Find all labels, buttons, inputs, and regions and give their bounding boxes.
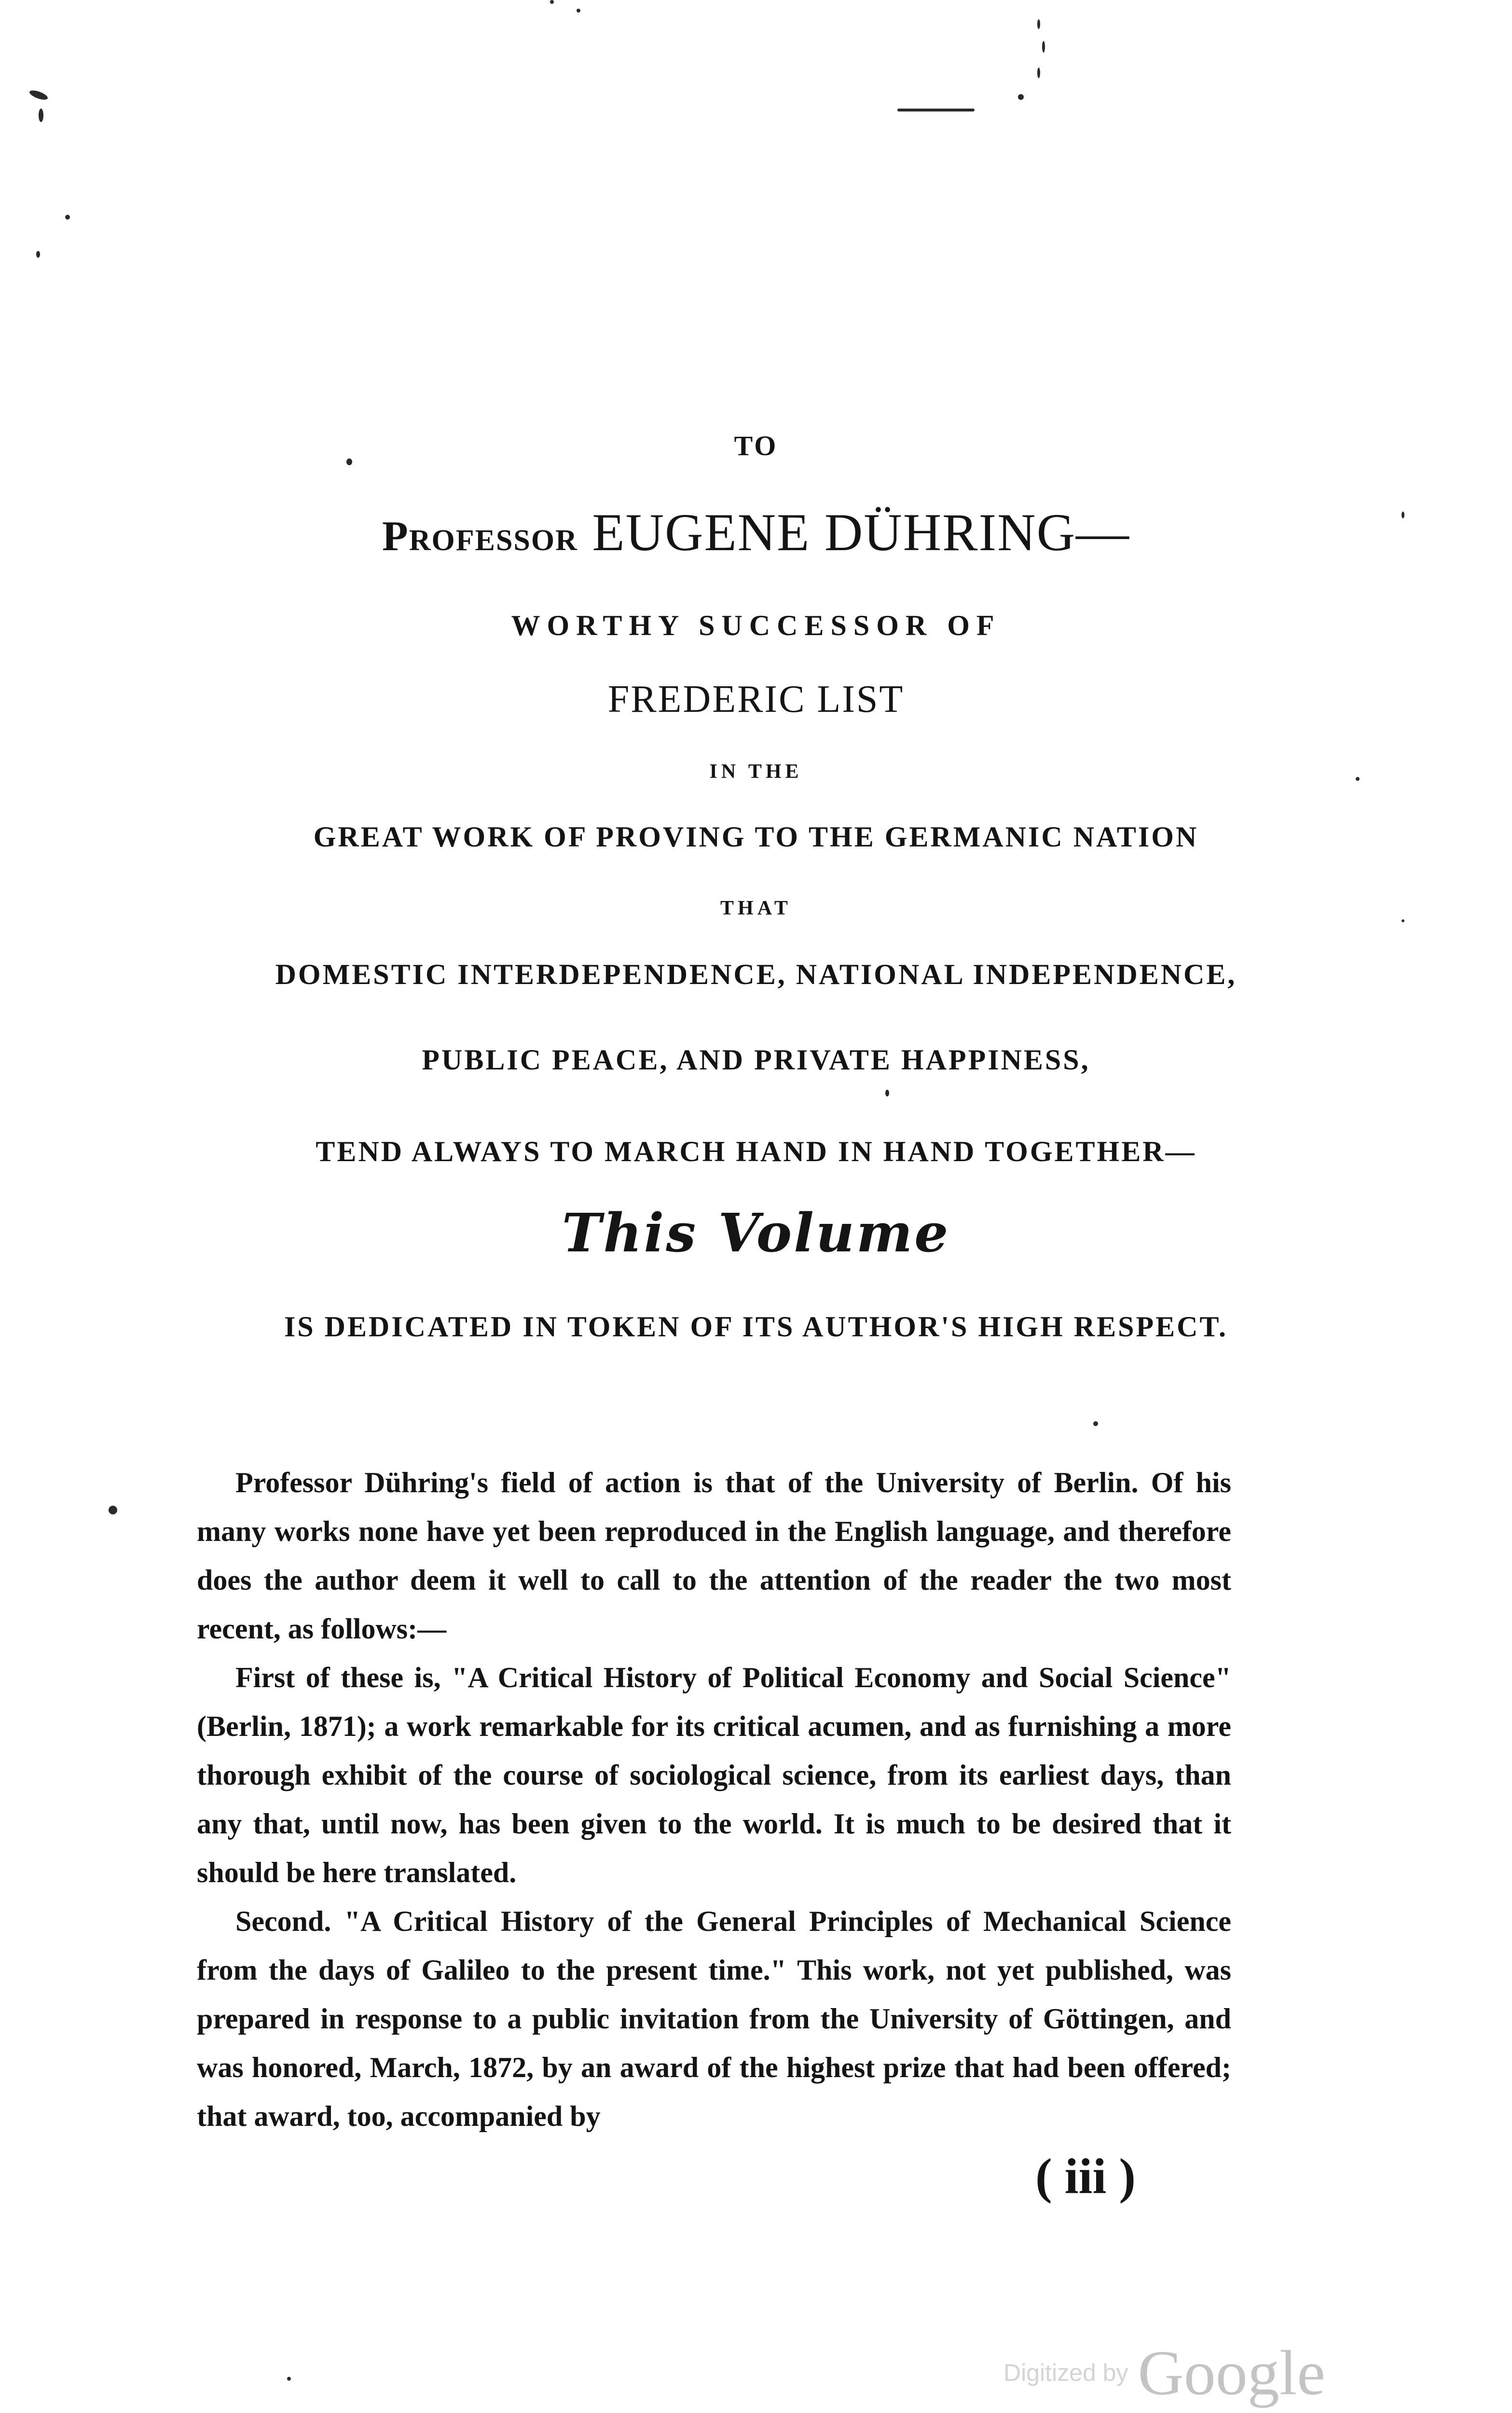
scan-speck — [39, 109, 43, 122]
scan-speck — [1402, 512, 1404, 518]
dedication-this-volume: This Volume — [562, 1202, 950, 1264]
scan-speck — [109, 1506, 117, 1514]
body-text — [197, 1458, 1231, 2141]
dedication-tend: TEND ALWAYS TO MARCH HAND IN HAND TOGETHER— — [316, 1136, 1196, 1167]
digitized-watermark — [1003, 2336, 1325, 2413]
scan-speck — [550, 0, 554, 4]
watermark-digitized-by: Digitized by — [1003, 2359, 1128, 2386]
body-paragraph: First of these is, "A Critical History of Political Economy and Social Science" (Berlin, 1871); a work remarkable for its critical acumen, and as furnishing a more thorough exhibit of the course of sociological science, from its earliest days, than any that, until now, has been given to the world. It is much to be desired that it should be here translated. — [197, 1662, 1231, 1888]
dedication-domestic: DOMESTIC INTERDEPENDENCE, NATIONAL INDEPENDENCE, — [275, 958, 1237, 990]
dedication-great-work: GREAT WORK OF PROVING TO THE GERMANIC NATION — [313, 821, 1199, 853]
scan-speck — [1356, 777, 1360, 781]
dedication-professor-line — [0, 502, 1512, 563]
scan-speck — [1037, 68, 1040, 78]
scan-speck — [65, 215, 70, 220]
watermark-google-logo: Google — [1138, 2337, 1326, 2408]
dedication-public: PUBLIC PEACE, AND PRIVATE HAPPINESS, — [422, 1044, 1090, 1076]
scan-speck — [1402, 919, 1404, 922]
page-number: ( iii ) — [1035, 2149, 1136, 2204]
professor-name: EUGENE DÜHRING— — [592, 503, 1130, 562]
scan-speck — [346, 458, 352, 465]
body-paragraph: Professor Dühring's field of action is that of the University of Berlin. Of his many works none have yet been reproduced in the English language, and therefore does the author deem it well to call to the attention of the reader the two most recent, as follows:— — [197, 1467, 1231, 1645]
scan-speck — [1037, 19, 1040, 29]
scan-speck — [897, 109, 975, 111]
dedication-to: TO — [734, 430, 778, 461]
scan-speck — [1018, 94, 1024, 100]
scan-speck — [885, 1090, 889, 1096]
professor-title: Professor — [382, 513, 578, 560]
scan-speck — [1042, 41, 1045, 53]
scan-speck — [28, 89, 49, 102]
scan-speck — [577, 9, 580, 13]
dedication-dedicated: IS DEDICATED IN TOKEN OF ITS AUTHOR'S HIGH RESPECT. — [284, 1311, 1228, 1343]
dedication-that: THAT — [720, 897, 792, 919]
dedication-worthy-successor: WORTHY SUCCESSOR OF — [511, 610, 1001, 641]
body-paragraph: Second. "A Critical History of the General Principles of Mechanical Science from the days of Galileo to the present time." This work, not yet published, was prepared in response to a public invitation from the University of Göttingen, and was honored, March, 1872, by an award of the highest prize that had been offered; that award, too, accompanied by — [197, 1905, 1231, 2132]
scan-speck — [287, 2377, 291, 2381]
dedication-frederic-list: FREDERIC LIST — [607, 678, 905, 721]
dedication-in-the: IN THE — [709, 761, 803, 783]
scan-speck — [1093, 1421, 1098, 1426]
scan-speck — [36, 251, 40, 258]
